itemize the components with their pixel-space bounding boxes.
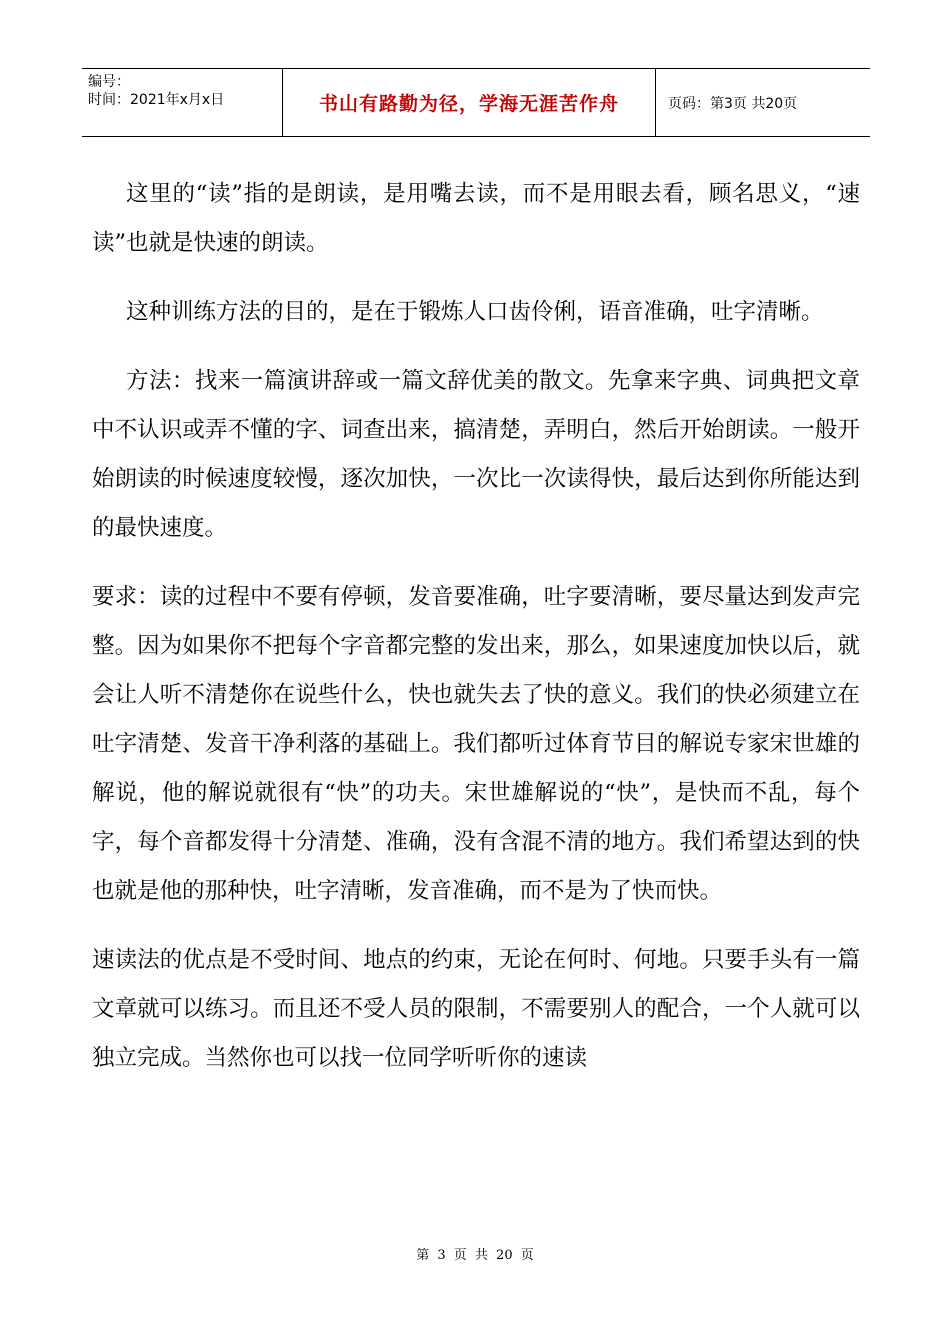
document-time: 时间：2021年x月x日 [88,92,225,108]
document-number-label: 编号： [88,74,130,90]
header-motto-cell [283,69,656,136]
header-motto: 书山有路勤为径，学海无涯苦作舟 [318,93,619,115]
paragraph: 要求：读的过程中不要有停顿，发音要准确，吐字要清晰，要尽量达到发声完整。因为如果你不把每个字音都完整的发出来，那么，如果速度加快以后，就会让人听不清楚你在说些什么，快也就失去了快的意义。我们的快必须建立在吐字清楚、发音干净利落的基础上。我们都听过体育节目的解说专家宋世雄的解说，他的解说就很有“快”的功夫。宋世雄解说的“快”，是快而不乱，每个字，每个音都发得十分清楚、准确，没有含混不清的地方。我们希望达到的快也就是他的那种快，吐字清晰，发音准确，而不是为了快而快。 [92,584,860,904]
header-meta [82,69,283,136]
paragraph: 速读法的优点是不受时间、地点的约束，无论在何时、何地。只要手头有一篇文章就可以练习。而且还不受人员的限制，不需要别人的配合，一个人就可以独立完成。当然你也可以找一位同学听听你的速读 [92,947,860,1071]
header-page-info-cell [656,69,870,136]
document-body [92,170,860,1103]
paragraph: 方法：找来一篇演讲辞或一篇文辞优美的散文。先拿来字典、词典把文章中不认识或弄不懂的字、词查出来，搞清楚，弄明白，然后开始朗读。一般开始朗读的时候速度较慢，逐次加快，一次比一次读得快，最后达到你所能达到的最快速度。 [92,368,860,541]
paragraph: 这里的“读”指的是朗读，是用嘴去读，而不是用眼去看，顾名思义，“速读”也就是快速的朗读。 [92,181,860,256]
header-page-info: 页码：第3页 共20页 [668,95,798,112]
paragraph: 这种训练方法的目的，是在于锻炼人口齿伶俐，语音准确，吐字清晰。 [126,299,824,325]
page-footer: 第 3 页 共 20 页 [416,1248,534,1263]
document-header [82,68,870,137]
